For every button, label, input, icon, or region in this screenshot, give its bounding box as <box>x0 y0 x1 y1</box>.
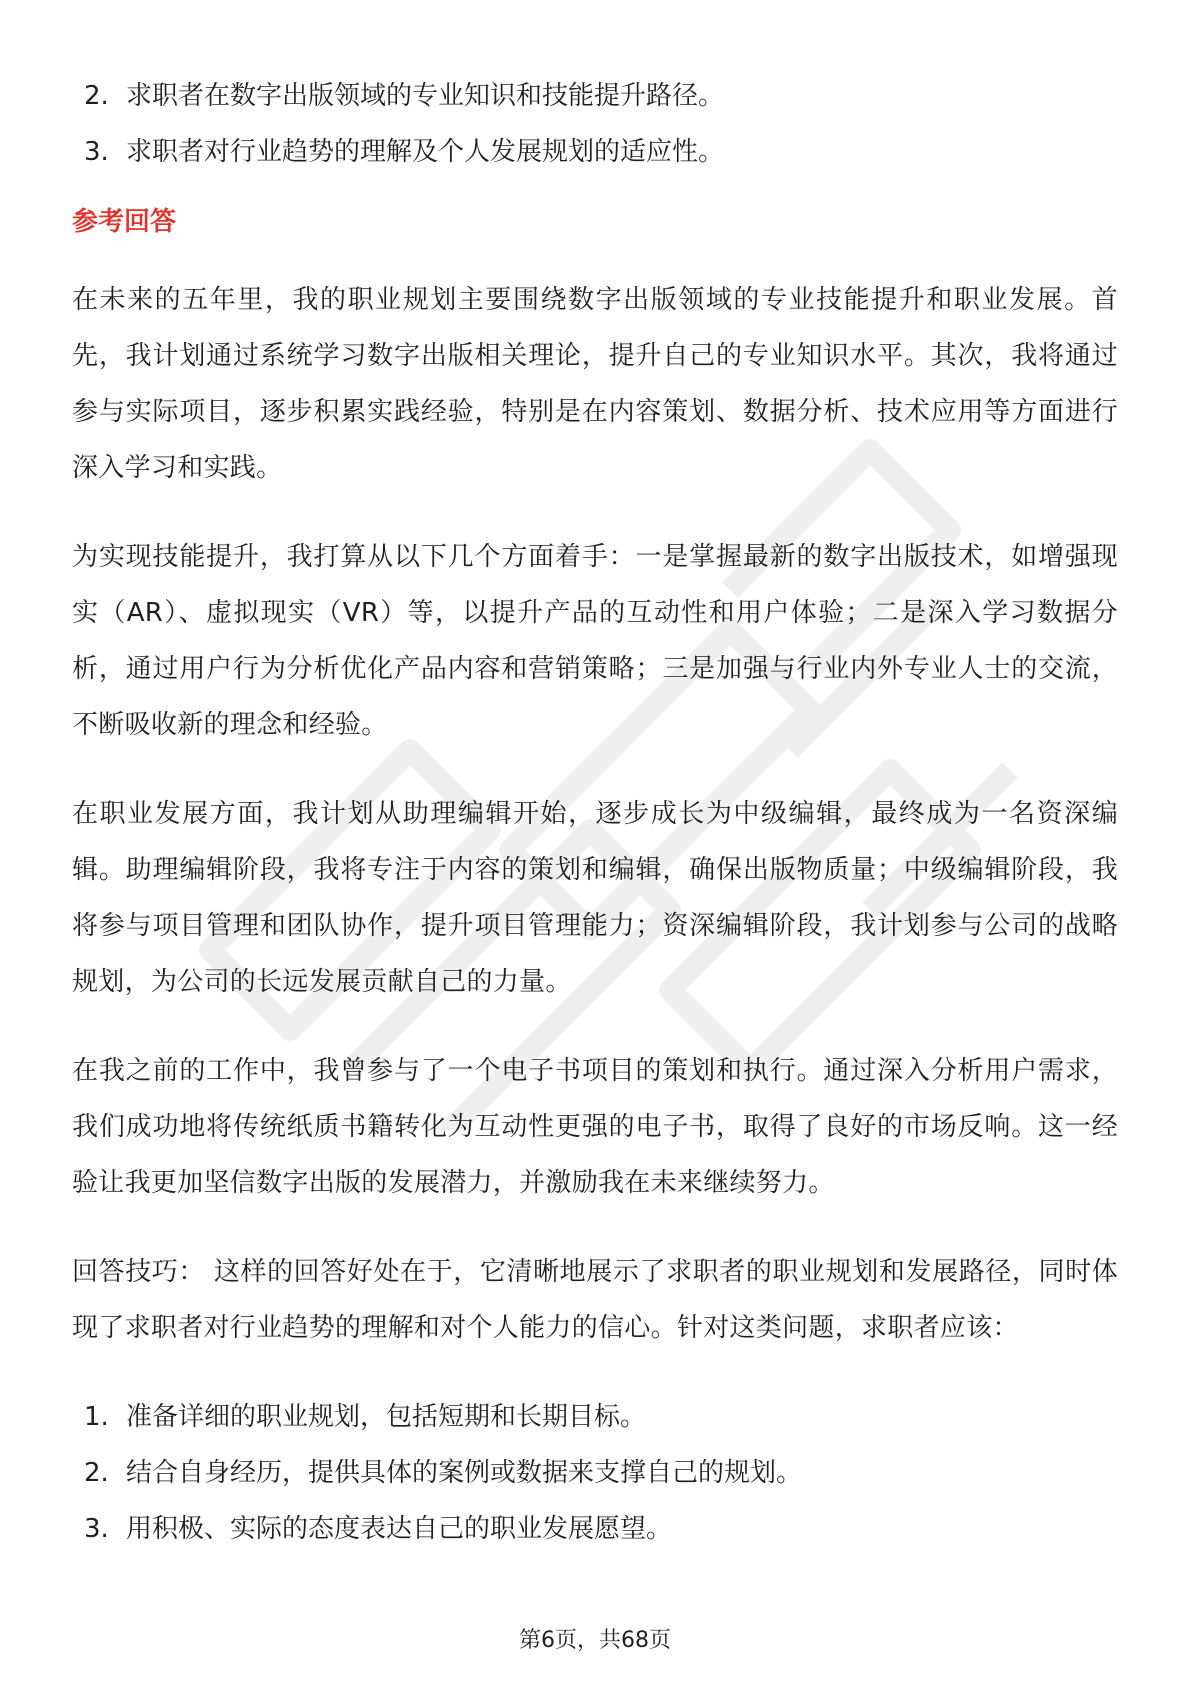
list-number: 2. <box>84 1458 109 1488</box>
list-item <box>72 1389 1118 1445</box>
list-text: 准备详细的职业规划，包括短期和长期目标。 <box>126 1402 647 1432</box>
answer-paragraph: 在未来的五年里，我的职业规划主要围绕数字出版领域的专业技能提升和职业发展。首先，我计划通过系统学习数字出版相关理论，提升自己的专业知识水平。其次，我将通过参与实际项目，逐步积累实践经验，特别是在内容策划、数据分析、技术应用等方面进行深入学习和实践。 <box>72 285 1118 483</box>
answer-paragraph: 在我之前的工作中，我曾参与了一个电子书项目的策划和执行。通过深入分析用户需求，我们成功地将传统纸质书籍转化为互动性更强的电子书，取得了良好的市场反响。这一经验让我更加坚信数字出版的发展潜力，并激励我在未来继续努力。 <box>72 1056 1118 1198</box>
list-item <box>72 68 1118 124</box>
list-text: 结合自身经历，提供具体的案例或数据来支撑自己的规划。 <box>126 1458 803 1488</box>
answer-paragraph: 为实现技能提升，我打算从以下几个方面着手：一是掌握最新的数字出版技术，如增强现实（AR）、虚拟现实（VR）等，以提升产品的互动性和用户体验；二是深入学习数据分析，通过用户行为分析优化产品内容和营销策略；三是加强与行业内外专业人士的交流，不断吸收新的理念和经验。 <box>72 542 1118 740</box>
page-number-footer: 第6页，共68页 <box>519 1628 671 1653</box>
list-number: 3. <box>84 137 109 167</box>
answer-paragraph: 在职业发展方面，我计划从助理编辑开始，逐步成长为中级编辑，最终成为一名资深编辑。助理编辑阶段，我将专注于内容的策划和编辑，确保出版物质量；中级编辑阶段，我将参与项目管理和团队协作，提升项目管理能力；资深编辑阶段，我计划参与公司的战略规划，为公司的长远发展贡献自己的力量。 <box>72 799 1118 997</box>
list-number: 1. <box>84 1402 109 1432</box>
list-number: 2. <box>84 81 109 111</box>
list-number: 3. <box>84 1514 109 1544</box>
document-content <box>72 68 1118 1557</box>
answer-tips-paragraph: 回答技巧： 这样的回答好处在于，它清晰地展示了求职者的职业规划和发展路径，同时体现了求职者对行业趋势的理解和对个人能力的信心。针对这类问题，求职者应该： <box>72 1257 1118 1343</box>
tips-list <box>72 1389 1118 1557</box>
list-item <box>72 124 1118 180</box>
list-text: 求职者在数字出版领域的专业知识和技能提升路径。 <box>126 81 725 111</box>
list-item <box>72 1501 1118 1557</box>
list-item <box>72 1445 1118 1501</box>
evaluation-points-list <box>72 68 1118 180</box>
answer-heading: 参考回答 <box>72 207 177 237</box>
list-text: 用积极、实际的态度表达自己的职业发展愿望。 <box>126 1514 673 1544</box>
list-text: 求职者对行业趋势的理解及个人发展规划的适应性。 <box>126 137 725 167</box>
